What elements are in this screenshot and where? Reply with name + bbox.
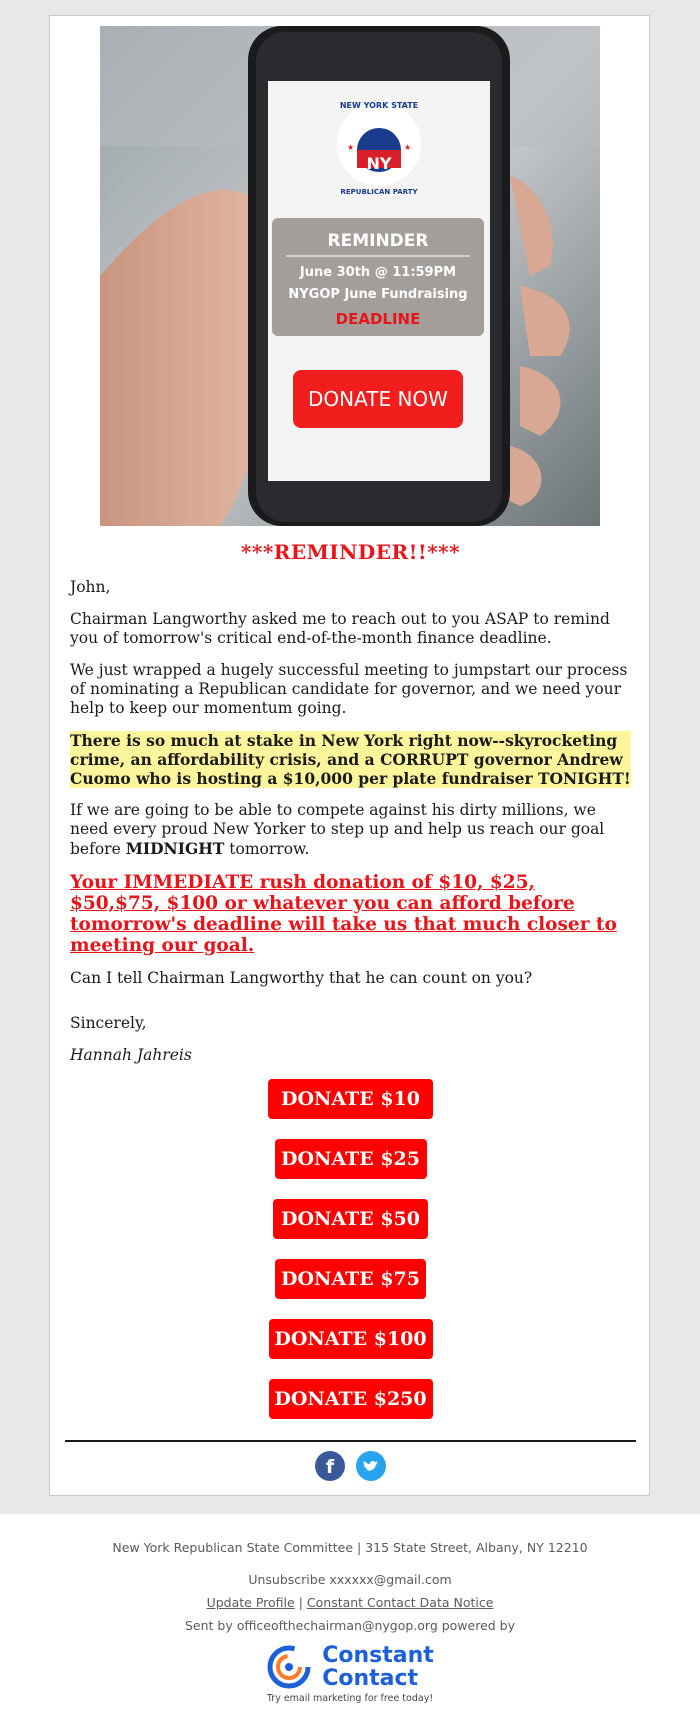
twitter-icon[interactable] <box>356 1451 386 1481</box>
closing: Sincerely, <box>70 1014 147 1032</box>
email-footer <box>0 1514 700 1732</box>
reminder-date: June 30th @ 11:59PM <box>299 265 457 280</box>
paragraph-4-start: If we are going to be able to compete against his dirty millions, we need every proud New Yorker to step up and help us reach our goal before <box>70 801 605 858</box>
svg-text:f: f <box>325 1456 335 1478</box>
facebook-icon[interactable] <box>315 1451 345 1481</box>
footer-separator: | <box>298 1595 303 1610</box>
brand-line-2: Contact <box>322 1666 419 1691</box>
headline: ***REMINDER!!*** <box>240 540 461 564</box>
brand-line-1: Constant <box>322 1643 434 1668</box>
midnight-emphasis: MIDNIGHT <box>125 839 225 858</box>
divider <box>65 1440 636 1442</box>
donate-50-button[interactable]: DONATE $50 <box>273 1199 428 1239</box>
signature: Hannah Jahreis <box>70 1046 192 1064</box>
reminder-deadline: DEADLINE <box>335 310 421 328</box>
greeting: John, <box>70 578 111 596</box>
star-icon: ★ <box>347 143 355 152</box>
highlight-paragraph: There is so much at stake in New York right now--skyrocketing crime, an affordability crisis, and a CORRUPT governor Andrew Cuomo who is hosting a $10,000 per plate fundraiser TONIGHT! <box>70 731 631 788</box>
social-links <box>50 1451 651 1481</box>
email-card <box>49 15 650 1496</box>
footer-address: New York Republican State Committee | 315 State Street, Albany, NY 12210 <box>112 1540 588 1555</box>
unsubscribe-link[interactable]: Unsubscribe xxxxxx@gmail.com <box>248 1572 452 1587</box>
data-notice-link[interactable]: Constant Contact Data Notice <box>306 1595 494 1610</box>
paragraph-1: Chairman Langworthy asked me to reach out to you ASAP to remind you of tomorrow's critical end-of-the-month finance deadline. <box>70 610 610 647</box>
paragraph-2: We just wrapped a hugely successful meeting to jumpstart our process of nominating a Republican candidate for governor, and we need your help to keep our momentum going. <box>70 661 628 717</box>
paragraph-4-end: tomorrow. <box>224 840 310 858</box>
logo-mark: NY <box>366 154 392 173</box>
hero-donate-now: DONATE NOW <box>308 387 448 411</box>
donation-ask-link[interactable]: Your IMMEDIATE rush donation of $10, $25, $50,$75, $100 or whatever you can afford before tomorrow's deadline will take us that much closer to meeting our goal. <box>70 872 617 956</box>
donate-100-button[interactable]: DONATE $100 <box>269 1319 433 1359</box>
footer-links <box>0 1595 700 1610</box>
constant-contact-logo[interactable] <box>0 1644 700 1704</box>
email-body <box>70 540 631 1078</box>
paragraph-5: Can I tell Chairman Langworthy that he can count on you? <box>70 969 533 987</box>
hero-image[interactable] <box>100 26 600 526</box>
update-profile-link[interactable]: Update Profile <box>206 1595 295 1610</box>
donate-250-button[interactable]: DONATE $250 <box>269 1379 433 1419</box>
constant-contact-swirl-icon <box>266 1644 312 1693</box>
reminder-title: REMINDER <box>327 231 429 251</box>
donate-75-button[interactable]: DONATE $75 <box>275 1259 426 1299</box>
logo-arc-top: NEW YORK STATE <box>339 101 419 110</box>
hero-phone-illustration <box>100 26 600 526</box>
reminder-event: NYGOP June Fundraising <box>288 287 468 302</box>
logo-arc-bottom: REPUBLICAN PARTY <box>340 188 418 196</box>
donate-10-button[interactable]: DONATE $10 <box>268 1079 433 1119</box>
paragraph-4 <box>70 801 631 859</box>
star-icon: ★ <box>404 143 412 152</box>
sent-by: Sent by officeofthechairman@nygop.org powered by <box>184 1618 516 1633</box>
donate-25-button[interactable]: DONATE $25 <box>275 1139 427 1179</box>
brand-tagline: Try email marketing for free today! <box>266 1693 434 1704</box>
donate-buttons <box>50 1079 651 1439</box>
